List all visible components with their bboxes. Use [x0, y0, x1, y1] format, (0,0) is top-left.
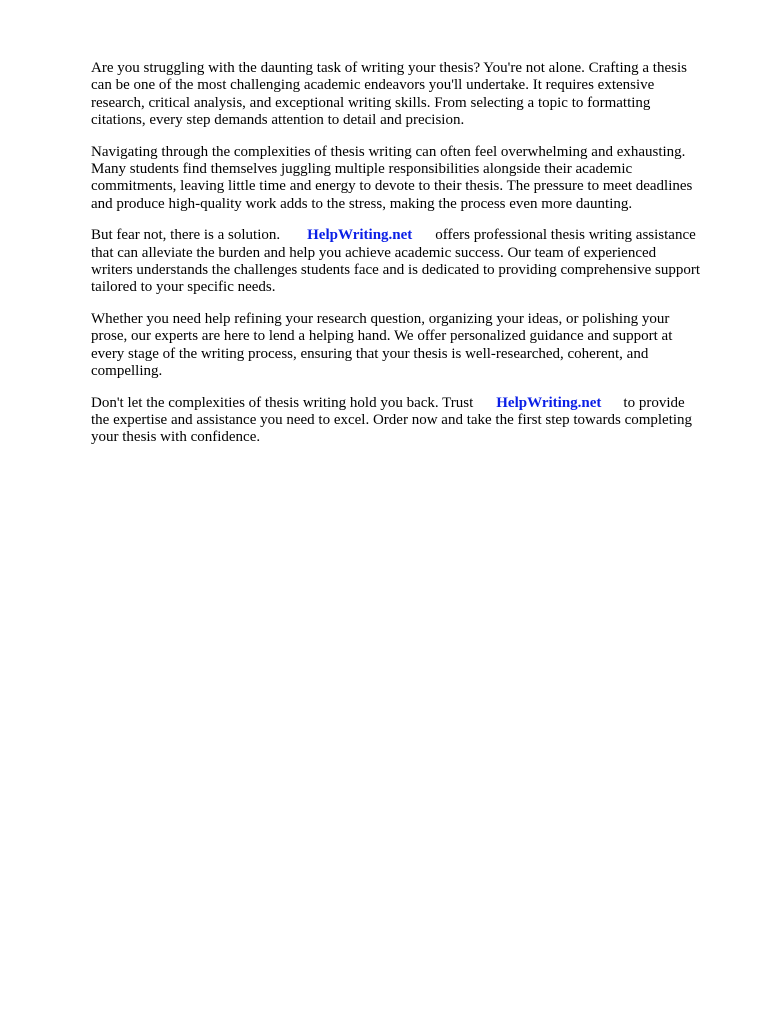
paragraph-complexities: Navigating through the complexities of thesis writing can often feel overwhelming and exhausting. Many students find themselves juggling multiple responsibilities alongside their academic commitments, leaving little time and energy to devote to their thesis. The pressure to meet deadlines and produce high-quality work adds to the stress, making the process even more daunting. — [91, 143, 693, 212]
paragraph-trust-after: to provide the expertise and assistance you need to excel. Order now and take the first step towards completing your thesis with confidence. — [91, 394, 693, 446]
helpwriting-link-2[interactable]: HelpWriting.net — [496, 394, 602, 411]
paragraph-trust — [91, 395, 731, 447]
paragraph-solution-before: But fear not, there is a solution. — [91, 227, 281, 244]
paragraph-solution — [91, 227, 731, 297]
helpwriting-link[interactable]: HelpWriting.net — [307, 227, 413, 244]
paragraph-intro: Are you struggling with the daunting task of writing your thesis? You're not alone. Crafting a thesis can be one of the most challenging academic endeavors you'll undertake. It requires extensive research, critical analysis, and exceptional writing skills. From selecting a topic to formatting citations, every step demands attention to detail and precision. — [91, 60, 687, 129]
paragraph-trust-before: Don't let the complexities of thesis writing hold you back. Trust — [91, 394, 474, 411]
paragraph-solution-after: offers professional thesis writing assistance that can alleviate the burden and help you achieve academic success. Our team of experienced writers understands the challenges students face and is dedicated to providing comprehensive support tailored to your specific needs. — [91, 227, 700, 296]
paragraph-whether: Whether you need help refining your research question, organizing your ideas, or polishing your prose, our experts are here to lend a helping hand. We offer personalized guidance and support at every stage of the writing process, ensuring that your thesis is well-researched, coherent, and compelling. — [91, 310, 673, 380]
document-body — [91, 60, 731, 461]
